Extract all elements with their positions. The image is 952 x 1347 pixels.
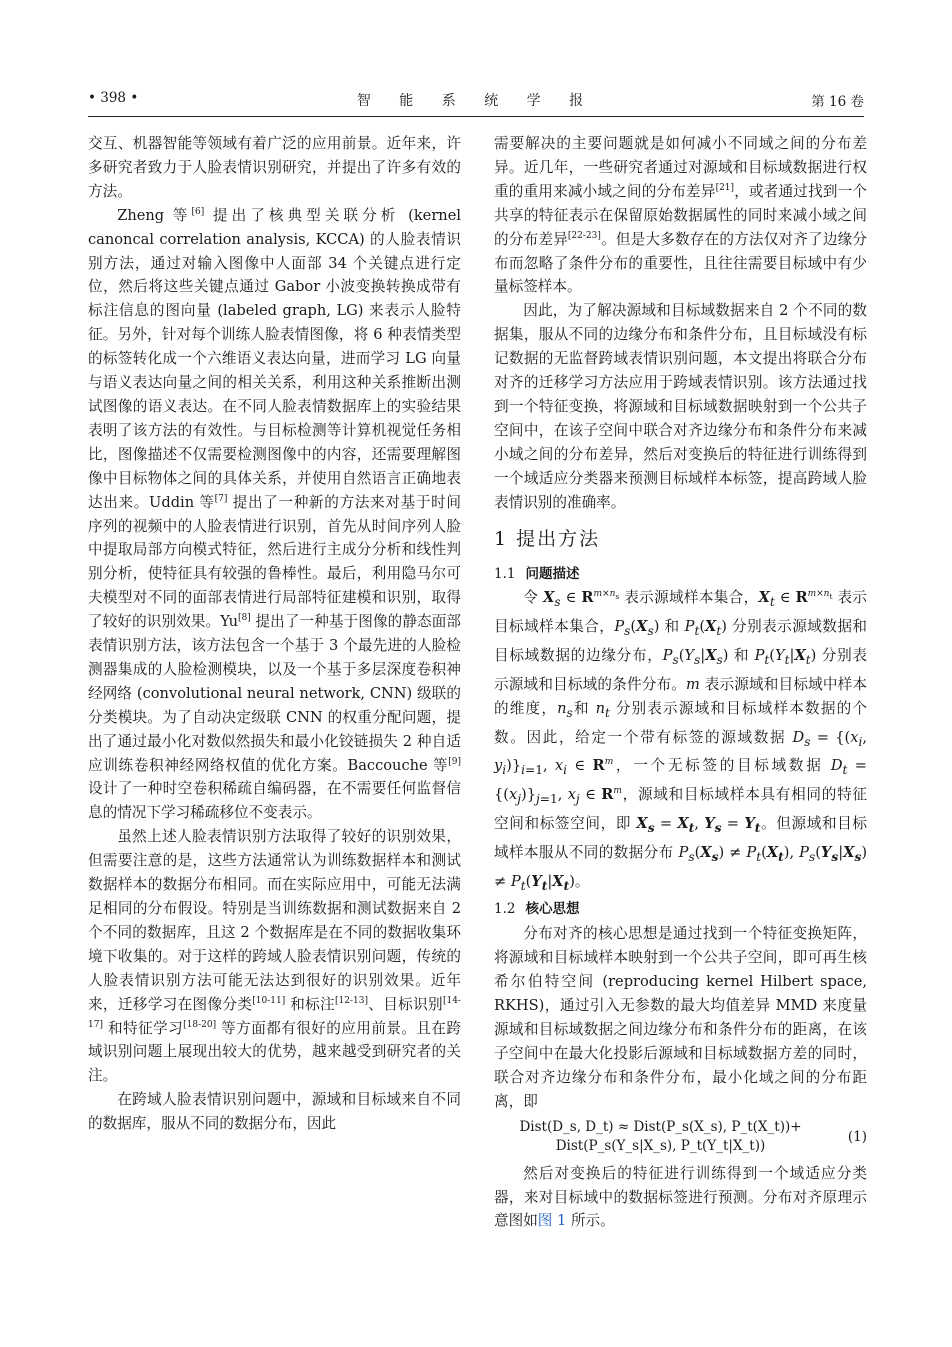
left-column — [88, 132, 461, 1136]
paragraph: 需要解决的主要问题就是如何减小不同域之间的分布差异。近几年，一些研究者通过对源域和目标域数据进行权重的重用来减小域之间的分布差异[21]，或者通过找到一个共享的特征表示在保留原始数据属性的同时来减小域之间的分布差异[22-23]。但是大多数存在的方法仅对齐了边缘分布而忽略了条件分布的重要性，且往往需要目标域中有少量标签样本。 — [494, 135, 867, 296]
paragraph: 然后对变换后的特征进行训练得到一个域适应分类器，来对目标域中的数据标签进行预测。分布对齐原理示意图如图 1 所示。 — [494, 1164, 867, 1230]
citation[interactable]: [6] — [191, 206, 205, 217]
paragraph: 在跨域人脸表情识别问题中，源域和目标域来自不同的数据库，服从不同的数据分布，因此 — [88, 1091, 461, 1133]
paragraph: 分布对齐的核心思想是通过找到一个特征变换矩阵，将源域和目标域样本映射到一个公共子空间，即可再生核希尔伯特空间 (reproducing kernel Hilbert space, RKHS)，通过引入无参数的最大均值差异 MMD 来度量源域和目标域数据之间边缘分布和条件分布的距离，在该子空间中在最大化投影后源域和目标域数据方差的同时，联合对齐边缘分布和条件分布，最小化域之间的分布距离，即 — [494, 925, 867, 1110]
equation-number: (1) — [847, 1128, 867, 1145]
figure-link[interactable]: 图 1 — [537, 1212, 567, 1230]
section-heading: 1 提出方法 — [494, 527, 601, 550]
running-header — [88, 90, 864, 112]
subsection-heading: 1.2 核心思想 — [494, 901, 580, 918]
equation-line: Dist(D_s, D_t) ≈ Dist(P_s(X_s), P_t(X_t))+ — [519, 1118, 802, 1135]
equation-line: Dist(P_s(Y_s|X_s), P_t(Y_t|X_t)) — [555, 1137, 766, 1154]
header-rule — [88, 116, 864, 117]
volume-label: 第 16 卷 — [811, 94, 864, 110]
citation[interactable]: [7] — [214, 493, 228, 504]
paragraph: 虽然上述人脸表情识别方法取得了较好的识别效果，但需要注意的是，这些方法通常认为训练数据样本和测试数据样本的数据分布相同。而在实际应用中，可能无法满足相同的分布假设。特别是当训练数据和测试数据来自 2 个不同的数据库，且这 2 个数据库是在不同的数据收集环境下收集的。对于这样的跨域人脸表情识别问题，传统的人脸表情识别方法可能无法达到很好的识别效果。近年来，迁移学习在图像分类[10-11] 和标注[12-13]、目标识别[14-17] 和特征学习[18-20] 等方面都有很好的应用前景。且在跨域识别问题上展现出较大的优势，越来越受到研究者的关注。 — [88, 828, 462, 1085]
citation[interactable]: [8] — [237, 613, 251, 624]
page-number: • 398 • — [88, 90, 139, 106]
journal-title: 智 能 系 统 学 报 — [356, 93, 596, 109]
citation[interactable]: [10-11] — [252, 995, 286, 1006]
paragraph: 因此，为了解决源域和目标域数据来自 2 个不同的数据集，服从不同的边缘分布和条件分布，且目标域没有标记数据的无监督跨域表情识别问题，本文提出将联合分布对齐的迁移学习方法应用于跨域表情识别。该方法通过找到一个特征变换，将源域和目标域数据映射到一个公共子空间中，在该子空间中联合对齐边缘分布和条件分布来减小域之间的分布差异，然后对变换后的特征进行训练得到一个域适应分类器来预测目标域样本标签，提高跨域人脸表情识别的准确率。 — [494, 302, 867, 511]
citation[interactable]: [9] — [448, 756, 461, 767]
equation-1 — [494, 1118, 867, 1156]
citation[interactable]: [14-17] — [88, 995, 461, 1030]
paragraph: 交互、机器智能等领域有着广泛的应用前景。近年来，许多研究者致力于人脸表情识别研究，并提出了许多有效的方法。 — [88, 135, 461, 200]
citation[interactable]: [12-13] — [335, 995, 368, 1006]
right-column — [494, 132, 867, 1233]
subsection-heading: 1.1 问题描述 — [494, 565, 580, 582]
paragraph: 令 $X_s$ ∈ $R^{m\times n_s}$ 表示源域样本集合，$X_t$ ∈ $R^{m\times n_t}$ 表示目标域样本集合，$P_s(X_s)$ 和 $P_t(X_t)$ 分别表示源域数据和目标域数据的边缘分布，$P_s(Y_s|X_s)$ 和 $P_t(Y_t|X_t)$ 分别表示源域和目标域的条件分布。m 表示源域和目标域中样本的维度，$n_s$和 $n_t$ 分别表示源域和目标域样本数据的个数。因此，给定一个带有标签的源域数据 $D_s = \{(x_i$, $y_i)\}_{i=1}$, $x_i$ ∈ $R^m$，一个无标签的目标域数据 $D_t = \{(x_j)\}_{j=1}$, $x_j$ ∈ $R^m$，源域和目标域样本具有相同的特征空间和标签空间，即 $X_s = X_t$, $Y_s = Y_t$。但源域和目标域样本服从不同的数据分布 $P_s(X_s) \ne P_t(X_t)$, $P_s(Y_s|X_s) \ne P_t(Y_t|X_t)$。 — [494, 589, 868, 893]
citation[interactable]: [22-23] — [567, 230, 601, 241]
paragraph: Zheng 等[6] 提出了核典型关联分析 (kernel canoncal correlation analysis, KCCA) 的人脸表情识别方法，通过对输入图像中人面部 34 个关键点进行定位，然后将这些关键点通过 Gabor 小波变换转换成带有标注信息的图向量 (labeled graph, LG) 来表示人脸特征。另外，针对每个训练人脸表情图像，将 6 种表情类型的标签转化成一个六维语义表达向量，进而学习 LG 向量与语义表达向量之间的相关关系，利用这种关系推断出测试图像的语义表达。在不同人脸表情数据库上的实验结果表明了该方法的有效性。与目标检测等计算机视觉任务相比，图像描述不仅需要检测图像中的内容，还需要理解图像中目标物体之间的具体关系，并使用自然语言正确地表达出来。Uddin 等[7] 提出了一种新的方法来对基于时间序列的视频中的人脸表情进行识别，首先从时间序列人脸中提取局部方向模式特征，然后进行主成分分析和线性判别分析，使特征具有较强的鲁棒性。最后，利用隐马尔可夫模型对不同的面部表情进行局部特征建模和识别，取得了较好的识别效果。Yu[8] 提出了一种基于图像的静态面部表情识别方法，该方法包含一个基于 3 个最先进的人脸检测器集成的人脸检测模块，以及一个基于多层深度卷积神经网络 (convolutional neural network, CNN) 级联的分类模块。为了自动决定级联 CNN 的权重分配问题，提出了通过最小化对数似然损失和最小化铰链损失 2 种自适应训练卷积神经网络权值的优化方案。Baccouche 等[9] 设计了一种时空卷积稀疏自编码器，在不需要任何监督信息的情况下学习稀疏移位不变表示。 — [88, 206, 462, 822]
citation[interactable]: [21] — [715, 182, 735, 193]
citation[interactable]: [18-20] — [183, 1019, 217, 1030]
